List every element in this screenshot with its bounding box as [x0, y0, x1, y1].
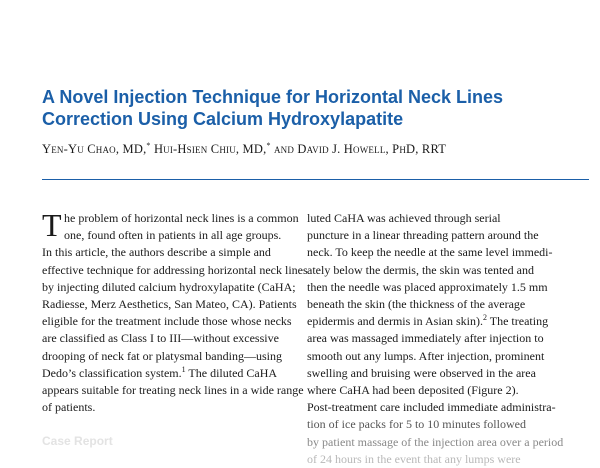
article-title	[42, 86, 582, 130]
author-2: Hui-Hsien Chiu, MD,	[153, 142, 267, 156]
abstract-line-text: Dedo’s classification system.	[42, 365, 182, 380]
author-conjunction: and	[273, 142, 295, 156]
body-line: beneath the skin (the thickness of the average	[307, 297, 526, 312]
reference-2: 2	[482, 313, 487, 323]
abstract-line: effective technique for addressing horizontal neck lines	[42, 262, 308, 277]
drop-cap: T	[42, 207, 62, 243]
body-line-text: epidermis and dermis in Asian skin).	[307, 314, 483, 329]
body-column-right	[307, 210, 569, 468]
body-line: by patient massage of the injection area over a period	[307, 434, 564, 449]
abstract-line: of patients.	[42, 400, 96, 415]
abstract-line: he problem of horizontal neck lines is a common	[64, 211, 299, 225]
body-line: of 24 hours in the event that any lumps were	[307, 451, 521, 466]
body-line: area was massaged immediately after injection to	[307, 331, 544, 346]
body-line	[307, 313, 569, 330]
author-list	[42, 141, 582, 157]
title-divider	[42, 179, 589, 180]
body-line-tail: The treating	[486, 314, 549, 329]
body-line: tion of ice packs for 5 to 10 minutes followed	[307, 417, 526, 432]
title-line-2: Correction Using Calcium Hydroxylapatite	[42, 109, 404, 129]
abstract-column	[42, 207, 308, 416]
author-1-affiliation-mark: *	[146, 140, 151, 150]
abstract-line: drooping of neck fat or platysmal banding—using	[42, 348, 282, 363]
author-1: Yen-Yu Chao, MD,	[42, 142, 147, 156]
abstract-line: are classified as Class I to III—without excessive	[42, 331, 279, 346]
author-2-affiliation-mark: *	[266, 140, 271, 150]
body-line: swelling and bruising were observed in the area	[307, 365, 536, 380]
body-line: luted CaHA was achieved through serial	[307, 211, 501, 225]
body-line: neck. To keep the needle at the same level immedi-	[307, 245, 553, 260]
abstract-line: eligible for the treatment include those whose necks	[42, 314, 292, 329]
abstract-line-tail: The diluted CaHA	[185, 365, 278, 380]
body-line: puncture in a linear threading pattern around the	[307, 228, 539, 243]
body-line: ately below the dermis, the skin was tented and	[307, 262, 534, 277]
body-line: where CaHA had been deposited (Figure 2).	[307, 383, 519, 398]
abstract-line: one, found often in patients in all age groups.	[64, 228, 282, 243]
abstract-line: appears suitable for treating neck lines in a wide range	[42, 383, 304, 398]
body-line: then the needle was placed approximately 1.5 mm	[307, 279, 548, 294]
abstract-line: by injecting diluted calcium hydroxylapatite (CaHA;	[42, 279, 296, 294]
abstract-line: Radiesse, Merz Aesthetics, San Mateo, CA). Patients	[42, 297, 297, 312]
title-line-1: A Novel Injection Technique for Horizontal Neck Lines	[42, 87, 504, 107]
reference-1: 1	[181, 364, 186, 374]
abstract-line	[42, 365, 304, 382]
body-line: smooth out any lumps. After injection, prominent	[307, 348, 545, 363]
body-line: Post-treatment care included immediate administra-	[307, 400, 556, 415]
section-label: Case Report	[42, 434, 113, 448]
abstract-line: In this article, the authors describe a simple and	[42, 245, 271, 260]
author-3: David J. Howell, PhD, RRT	[297, 142, 447, 156]
